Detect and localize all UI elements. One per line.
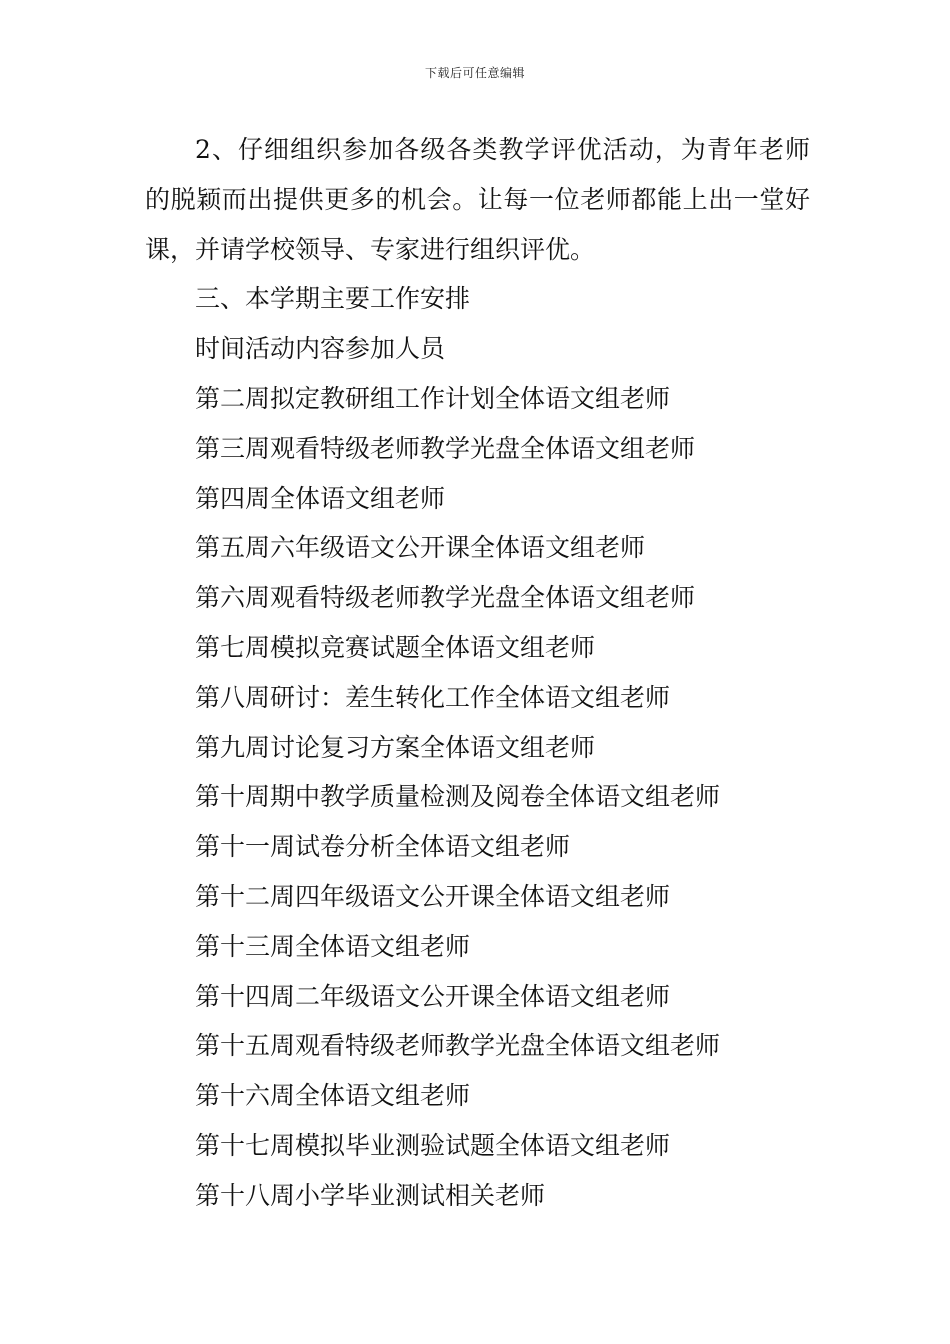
schedule-row: 第六周观看特级老师教学光盘全体语文组老师 — [195, 583, 696, 613]
schedule-row: 第八周研讨：差生转化工作全体语文组老师 — [195, 682, 671, 712]
section-heading: 三、本学期主要工作安排 — [195, 284, 471, 314]
schedule-row: 第十五周观看特级老师教学光盘全体语文组老师 — [195, 1031, 721, 1061]
schedule-row: 第四周全体语文组老师 — [195, 483, 446, 513]
schedule-row: 第十二周四年级语文公开课全体语文组老师 — [195, 881, 671, 911]
schedule-row: 第十六周全体语文组老师 — [195, 1081, 471, 1111]
page-header: 下载后可任意编辑 — [424, 66, 525, 80]
schedule-row: 第三周观看特级老师教学光盘全体语文组老师 — [195, 433, 696, 463]
schedule-row: 第十八周小学毕业测试相关老师 — [195, 1180, 546, 1210]
schedule-row: 第十七周模拟毕业测验试题全体语文组老师 — [195, 1130, 671, 1160]
schedule-row: 第十四周二年级语文公开课全体语文组老师 — [195, 981, 671, 1011]
schedule-row: 第七周模拟竞赛试题全体语文组老师 — [195, 632, 596, 662]
document-body — [145, 125, 810, 1221]
schedule-row: 第十周期中教学质量检测及阅卷全体语文组老师 — [195, 782, 721, 812]
schedule-row: 第五周六年级语文公开课全体语文组老师 — [195, 533, 646, 563]
paragraph-evaluation: 2、仔细组织参加各级各类教学评优活动，为青年老师的脱颖而出提供更多的机会。让每一位老师都能上出一堂好课，并请学校领导、专家进行组织评优。 — [145, 135, 810, 264]
schedule-row: 第九周讨论复习方案全体语文组老师 — [195, 732, 596, 762]
schedule-row: 第二周拟定教研组工作计划全体语文组老师 — [195, 383, 671, 413]
schedule-row: 第十一周试卷分析全体语文组老师 — [195, 832, 571, 862]
schedule-header: 时间活动内容参加人员 — [195, 334, 446, 364]
schedule-row: 第十三周全体语文组老师 — [195, 931, 471, 961]
